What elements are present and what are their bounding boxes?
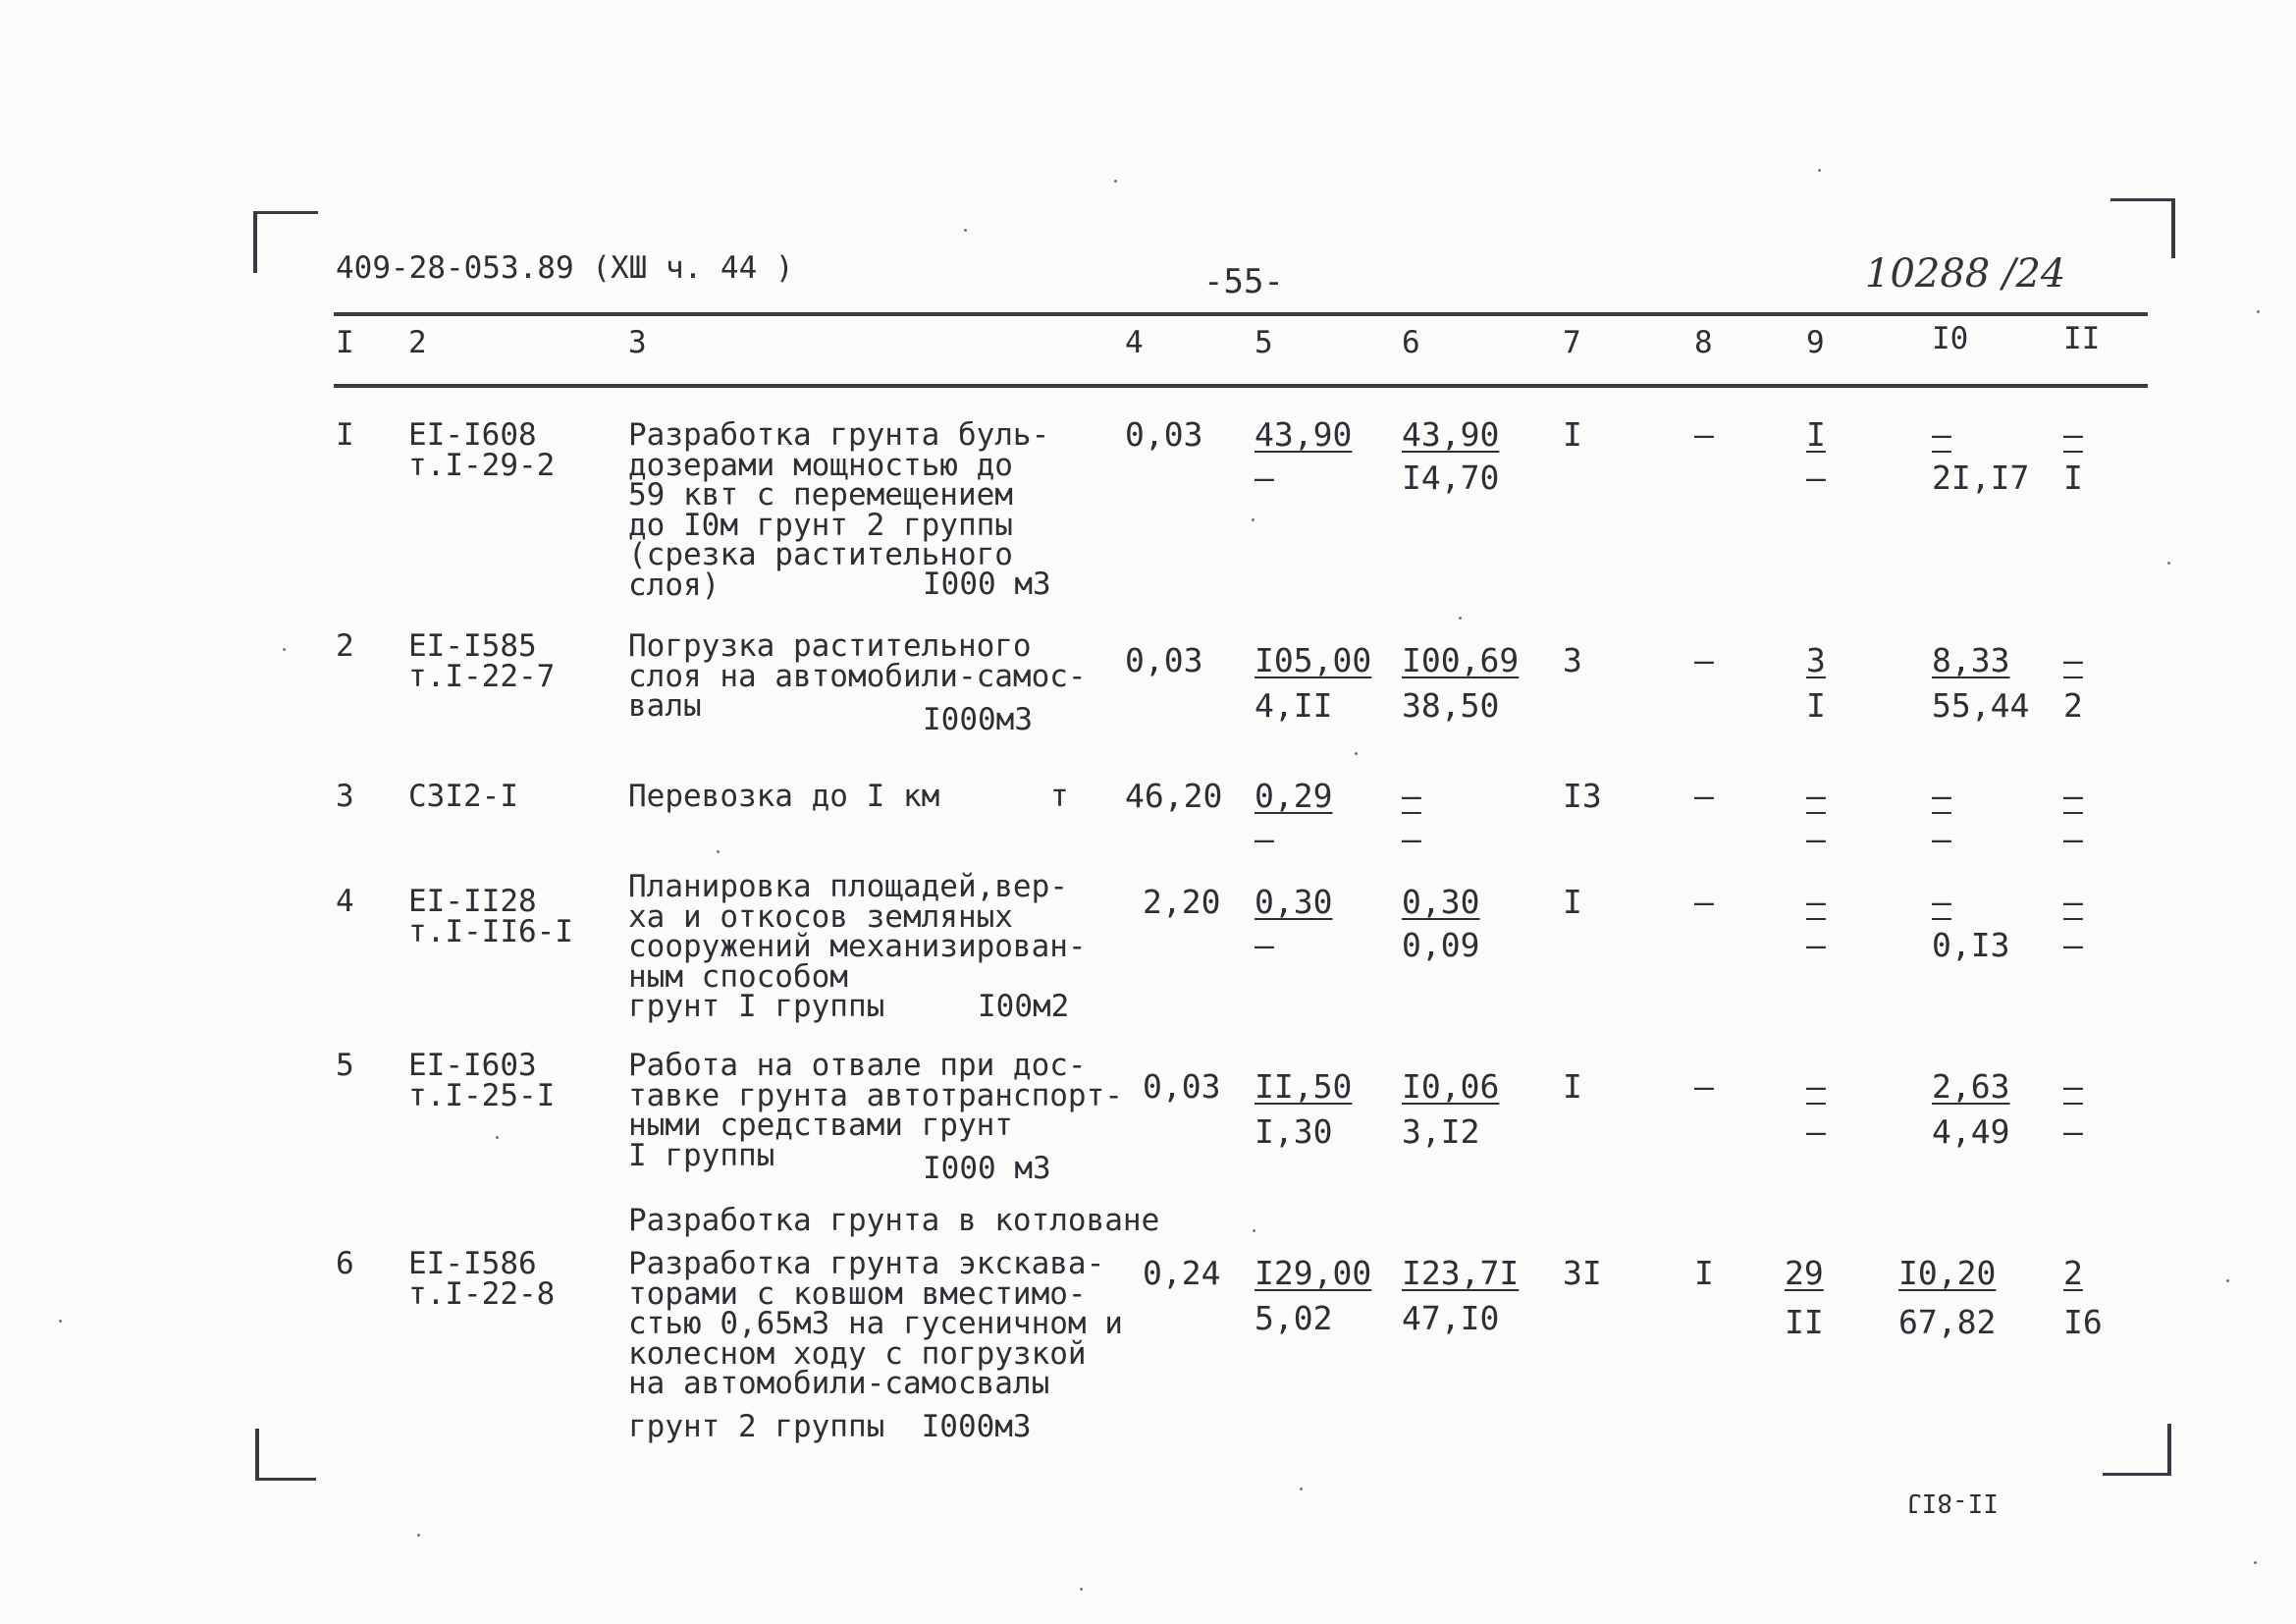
col11-top: – [2063,777,2083,815]
work-description: Разработка грунта буль- дозерами мощностью до 59 квт с перемещением до I0м грунт 2 группы (срезка растительного слоя) [628,417,1050,603]
row-number: 4 [336,884,354,919]
col9-bottom: – [1806,459,1826,497]
col5-top: 0,29 [1255,777,1333,815]
col11-bottom: – [2063,820,2083,858]
table-top-rule [334,312,2148,316]
col6-top: I0,06 [1402,1067,1500,1106]
column-header: 2 [408,325,427,360]
column-header: II [2063,321,2101,356]
scan-speck [1355,752,1358,755]
row-number: 3 [336,779,354,814]
col10-bottom: 55,44 [1932,686,2030,725]
col6-bottom: 3,I2 [1402,1112,1480,1151]
scan-speck [2226,1279,2229,1282]
col6-top: 0,30 [1402,883,1480,921]
col6-bottom: I4,70 [1402,459,1500,497]
work-description: Работа на отвале при дос- тавке грунта автотранспорт- ными средствами грунт I группы [628,1048,1123,1173]
page-number: -55- [1203,262,1284,301]
quantity: 2,20 [1143,883,1221,921]
rate-code: С3I2-I [408,779,518,814]
col5-bottom: – [1255,820,1274,858]
column-header: 6 [1402,325,1420,360]
work-description: Перевозка до I км [628,779,940,814]
column-header: 5 [1255,325,1273,360]
col6-top: I23,7I [1402,1254,1520,1292]
rate-code: EI-I585 т.I-22-7 [408,628,556,694]
col6-top: I00,69 [1402,641,1520,679]
rate-code: EI-I586 т.I-22-8 [408,1246,556,1312]
col6-bottom: 47,I0 [1402,1299,1500,1337]
col10-bottom: 2I,I7 [1932,459,2030,497]
col9-bottom: – [1806,926,1826,964]
col9-bottom: – [1806,1112,1826,1151]
rate-code: EI-II28 т.I-II6-I [408,884,573,949]
col8: – [1694,1067,1714,1106]
column-header: 8 [1694,325,1713,360]
col11-bottom: 2 [2063,686,2083,725]
work-description: Разработка грунта экскава- торами с ковшом вместимо- стью 0,65м3 на гусеничном и колесном ходу с погрузкой на автомобили-самосвалы [628,1246,1123,1401]
col11-bottom: I [2063,459,2083,497]
column-header: 3 [628,325,647,360]
col9-top: – [1806,777,1826,815]
corner-mark-bottom-right [2103,1424,2171,1476]
col9-top: I [1806,415,1826,454]
col10-top: I0,20 [1898,1254,1997,1292]
col10-bottom: – [1932,820,1951,858]
col6-top: – [1402,777,1421,815]
scan-speck [2257,310,2260,313]
col7: I [1563,415,1582,454]
work-description: Погрузка растительного слоя на автомобили-самос- валы [628,628,1087,724]
col10-top: – [1932,883,1951,921]
col9-top: – [1806,1067,1826,1106]
unit-line: грунт 2 группы I000м3 [628,1409,1032,1444]
table-header-rule [334,384,2148,388]
col7: 3 [1563,641,1582,679]
col5-top: I29,00 [1255,1254,1372,1292]
col11-top: – [2063,883,2083,921]
row-number: 5 [336,1048,354,1083]
scan-speck [1114,180,1117,183]
col8: I [1694,1254,1714,1292]
col7: I3 [1563,777,1602,815]
unit: I000м3 [923,702,1033,737]
col8: – [1694,415,1714,454]
quantity: 0,24 [1143,1254,1221,1292]
section-heading: Разработка грунта в котловане [628,1203,1160,1238]
scan-speck [2167,562,2170,565]
col5-top: 0,30 [1255,883,1333,921]
unit: т [1050,779,1069,814]
col9-bottom: I [1806,686,1826,725]
col10-top: – [1932,415,1951,454]
column-header: 4 [1125,325,1144,360]
col10-bottom: 4,49 [1932,1112,2010,1151]
unit: I000 м3 [923,567,1051,602]
quantity: 0,03 [1143,1067,1221,1106]
col7: I [1563,1067,1582,1106]
col5-top: II,50 [1255,1067,1353,1106]
col8: – [1694,777,1714,815]
scan-speck [283,648,286,651]
col9-top: 29 [1785,1254,1824,1292]
col5-bottom: – [1255,459,1274,497]
col11-top: 2 [2063,1254,2083,1292]
scan-speck [1300,1488,1303,1490]
col10-top: – [1932,777,1951,815]
col6-bottom: – [1402,820,1421,858]
scan-speck [964,229,967,232]
col11-top: – [2063,415,2083,454]
scan-speck [2254,1561,2257,1564]
scan-speck [1080,1588,1083,1591]
col11-bottom: – [2063,1112,2083,1151]
col8: – [1694,883,1714,921]
work-description: Планировка площадей,вер- ха и откосов земляных сооружений механизирован- ным способом грунт I группы [628,869,1087,1024]
row-number: I [336,417,354,453]
rate-code: EI-I608 т.I-29-2 [408,417,556,483]
col5-top: I05,00 [1255,641,1372,679]
col6-bottom: 38,50 [1402,686,1500,725]
unit: I00м2 [978,989,1070,1024]
quantity: 0,03 [1125,415,1203,454]
col5-bottom: – [1255,926,1274,964]
scan-speck [59,1320,62,1323]
col11-bottom: I6 [2063,1303,2103,1341]
handwritten-number: 10288 /24 [1865,251,2066,297]
document-code: 409-28-053.89 (ХШ ч. 44 ) [336,250,794,286]
footer-mark: II-8IJ [1906,1488,1999,1517]
scan-speck [1818,169,1821,172]
rate-code: EI-I603 т.I-25-I [408,1048,556,1113]
col5-top: 43,90 [1255,415,1353,454]
col9-top: 3 [1806,641,1826,679]
col6-bottom: 0,09 [1402,926,1480,964]
quantity: 0,03 [1125,641,1203,679]
row-number: 6 [336,1246,354,1281]
col10-bottom: 67,82 [1898,1303,1997,1341]
col9-bottom: – [1806,820,1826,858]
col5-bottom: 4,II [1255,686,1333,725]
corner-mark-bottom-left [255,1429,316,1481]
col8: – [1694,641,1714,679]
corner-mark-top-left [253,211,318,273]
column-header: I0 [1932,321,1969,356]
col6-top: 43,90 [1402,415,1500,454]
scan-speck [1459,617,1462,620]
column-header: 7 [1563,325,1581,360]
col10-bottom: 0,I3 [1932,926,2010,964]
quantity: 46,20 [1125,777,1223,815]
scan-speck [1252,518,1255,521]
col11-top: – [2063,1067,2083,1106]
column-header: I [336,325,354,360]
scan-speck [417,1534,420,1537]
row-number: 2 [336,628,354,664]
scan-speck [1253,1229,1255,1232]
col10-top: 2,63 [1932,1067,2010,1106]
col5-bottom: 5,02 [1255,1299,1333,1337]
scan-speck [717,850,720,853]
col11-bottom: – [2063,926,2083,964]
col10-top: 8,33 [1932,641,2010,679]
col9-bottom: II [1785,1303,1824,1341]
col9-top: – [1806,883,1826,921]
corner-mark-top-right [2110,198,2175,258]
unit: I000 м3 [923,1151,1051,1186]
scan-speck [496,1136,499,1139]
column-header: 9 [1806,325,1825,360]
col7: 3I [1563,1254,1602,1292]
col7: I [1563,883,1582,921]
col11-top: – [2063,641,2083,679]
col5-bottom: I,30 [1255,1112,1333,1151]
